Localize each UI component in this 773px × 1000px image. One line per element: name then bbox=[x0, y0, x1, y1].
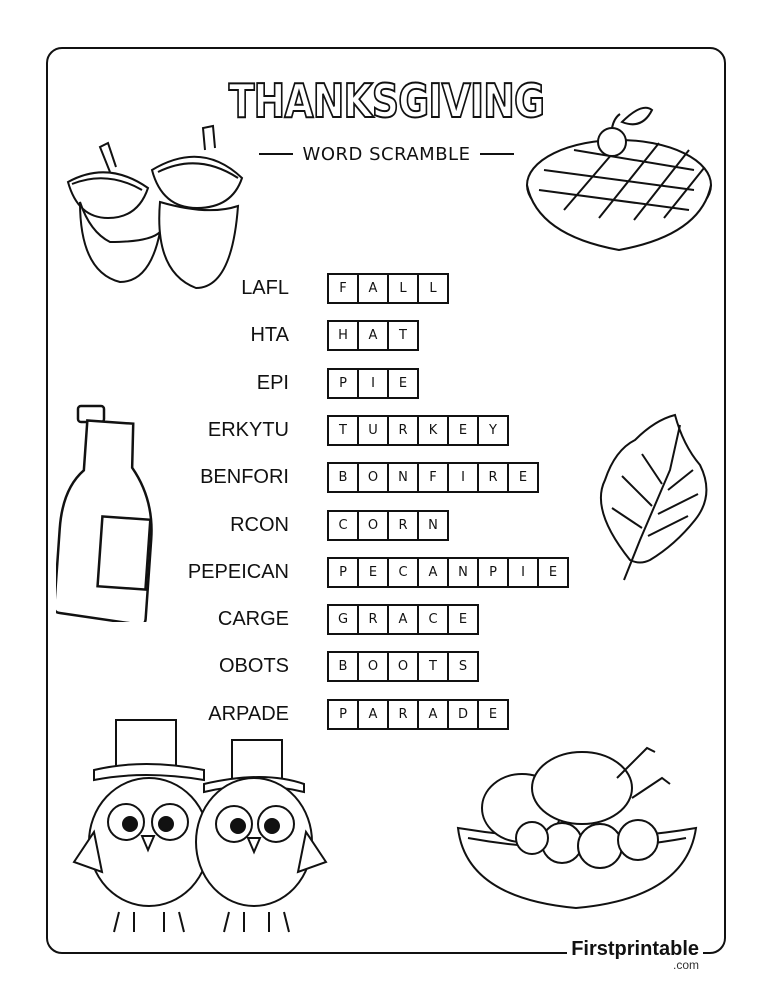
letter-box[interactable]: E bbox=[447, 415, 479, 446]
letter-box[interactable]: L bbox=[417, 273, 449, 304]
answer-boxes bbox=[327, 462, 539, 493]
letter-box[interactable]: C bbox=[387, 557, 419, 588]
letter-box[interactable]: R bbox=[387, 699, 419, 730]
letter-box[interactable]: A bbox=[357, 273, 389, 304]
answer-boxes bbox=[327, 415, 509, 446]
letter-box[interactable]: E bbox=[537, 557, 569, 588]
letter-box[interactable]: I bbox=[447, 462, 479, 493]
scrambled-word: LAFL bbox=[241, 277, 289, 299]
letter-box[interactable]: N bbox=[417, 510, 449, 541]
subtitle-rule-right bbox=[480, 153, 514, 155]
letter-box[interactable]: E bbox=[447, 604, 479, 635]
letter-box[interactable]: A bbox=[357, 320, 389, 351]
answer-boxes bbox=[327, 510, 449, 541]
letter-box[interactable]: T bbox=[387, 320, 419, 351]
letter-box[interactable]: O bbox=[357, 462, 389, 493]
page-title: THANKSGIVING bbox=[228, 74, 545, 128]
letter-box[interactable]: C bbox=[417, 604, 449, 635]
letter-box[interactable]: A bbox=[417, 557, 449, 588]
letter-box[interactable]: D bbox=[447, 699, 479, 730]
letter-box[interactable]: F bbox=[327, 273, 359, 304]
letter-box[interactable]: K bbox=[417, 415, 449, 446]
letter-box[interactable]: R bbox=[477, 462, 509, 493]
brand-name: Firstprintable bbox=[571, 938, 699, 960]
letter-box[interactable]: H bbox=[327, 320, 359, 351]
letter-box[interactable]: A bbox=[417, 699, 449, 730]
letter-box[interactable]: G bbox=[327, 604, 359, 635]
letter-box[interactable]: A bbox=[357, 699, 389, 730]
letter-box[interactable]: E bbox=[477, 699, 509, 730]
letter-box[interactable]: I bbox=[357, 368, 389, 399]
answer-boxes bbox=[327, 320, 419, 351]
brand-domain: .com bbox=[672, 958, 699, 972]
puzzle-row bbox=[0, 699, 773, 731]
letter-box[interactable]: N bbox=[387, 462, 419, 493]
letter-box[interactable]: P bbox=[327, 699, 359, 730]
letter-box[interactable]: N bbox=[447, 557, 479, 588]
letter-box[interactable]: P bbox=[477, 557, 509, 588]
letter-box[interactable]: L bbox=[387, 273, 419, 304]
answer-boxes bbox=[327, 604, 479, 635]
scrambled-word: EPI bbox=[256, 371, 289, 394]
letter-box[interactable]: B bbox=[327, 651, 359, 682]
scrambled-word: RCON bbox=[230, 513, 289, 536]
letter-box[interactable]: U bbox=[357, 415, 389, 446]
answer-boxes bbox=[327, 651, 479, 682]
brand-logo bbox=[567, 938, 703, 972]
answer-boxes bbox=[327, 699, 509, 730]
letter-box[interactable]: R bbox=[387, 510, 419, 541]
subtitle-rule-left bbox=[259, 153, 293, 155]
letter-box[interactable]: R bbox=[387, 415, 419, 446]
scrambled-word: BENFORI bbox=[200, 466, 289, 489]
puzzle-row bbox=[0, 462, 773, 494]
puzzle-row bbox=[0, 273, 773, 305]
puzzle-row bbox=[0, 604, 773, 636]
letter-box[interactable]: T bbox=[417, 651, 449, 682]
puzzle-row bbox=[0, 415, 773, 447]
scrambled-word: ERKYTU bbox=[207, 418, 289, 441]
puzzle-row bbox=[0, 557, 773, 589]
letter-box[interactable]: I bbox=[507, 557, 539, 588]
answer-boxes bbox=[327, 368, 419, 399]
letter-box[interactable]: F bbox=[417, 462, 449, 493]
puzzle-row bbox=[0, 320, 773, 352]
letter-box[interactable]: A bbox=[387, 604, 419, 635]
puzzle-row bbox=[0, 368, 773, 400]
letter-box[interactable]: O bbox=[357, 510, 389, 541]
letter-box[interactable]: E bbox=[507, 462, 539, 493]
letter-box[interactable]: E bbox=[387, 368, 419, 399]
letter-box[interactable]: E bbox=[357, 557, 389, 588]
scrambled-word: PEPEICAN bbox=[187, 560, 289, 583]
letter-box[interactable]: B bbox=[327, 462, 359, 493]
pie-illustration bbox=[514, 100, 724, 260]
owls-illustration bbox=[64, 712, 336, 944]
scrambled-word: ARPADE bbox=[208, 702, 289, 725]
puzzle-row bbox=[0, 651, 773, 683]
letter-box[interactable]: R bbox=[357, 604, 389, 635]
letter-box[interactable]: Y bbox=[477, 415, 509, 446]
scrambled-word: CARGE bbox=[217, 608, 289, 631]
letter-box[interactable]: C bbox=[327, 510, 359, 541]
subtitle: WORD SCRAMBLE bbox=[302, 143, 471, 165]
letter-box[interactable]: S bbox=[447, 651, 479, 682]
answer-boxes bbox=[327, 557, 569, 588]
scrambled-word: OBOTS bbox=[218, 655, 289, 678]
puzzle-row bbox=[0, 510, 773, 542]
scrambled-word: HTA bbox=[250, 324, 289, 347]
letter-box[interactable]: O bbox=[387, 651, 419, 682]
subtitle-row bbox=[245, 142, 528, 166]
turkey-dish-illustration bbox=[452, 738, 702, 918]
letter-box[interactable]: P bbox=[327, 557, 359, 588]
answer-boxes bbox=[327, 273, 449, 304]
letter-box[interactable]: T bbox=[327, 415, 359, 446]
letter-box[interactable]: P bbox=[327, 368, 359, 399]
letter-box[interactable]: O bbox=[357, 651, 389, 682]
